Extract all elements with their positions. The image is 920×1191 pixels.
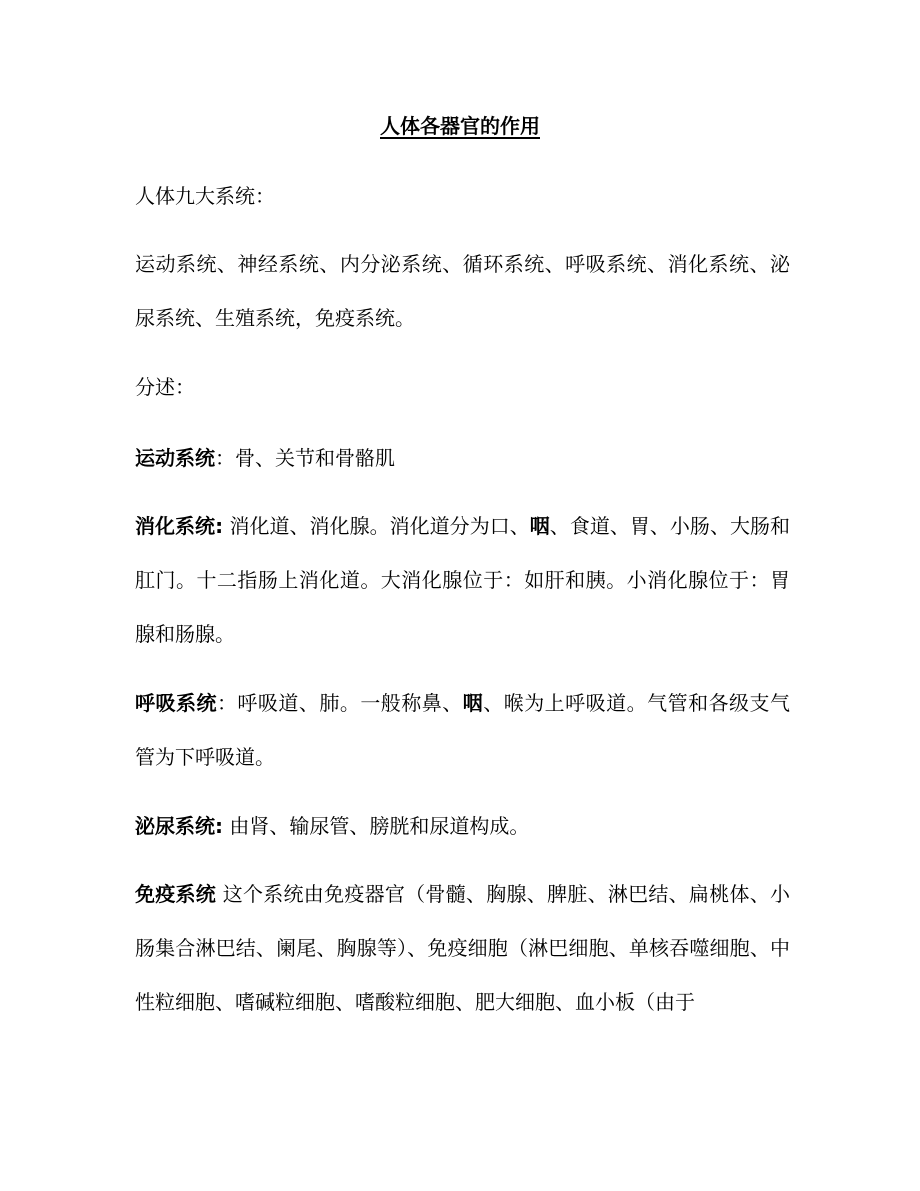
urinary-system-term: 泌尿系统: [135, 814, 223, 838]
respiratory-system-text-1: ：呼吸道、肺。一般称鼻、 [216, 691, 463, 715]
motor-system-term: 运动系统 [135, 446, 215, 470]
respiratory-system-bold-word: 咽 [462, 691, 484, 715]
respiratory-system-text-2: 、喉为上呼吸道。气管和各级支气管为下呼吸道。 [135, 691, 791, 769]
digestive-system-bold-word: 咽 [529, 514, 550, 538]
digestive-system-term: 消化系统: [135, 514, 224, 538]
systems-list-paragraph: 运动系统、神经系统、内分泌系统、循环系统、呼吸系统、消化系统、泌尿系统、生殖系统，免疫系统。 [135, 252, 790, 330]
digestive-system-text-2: 、食道、胃、小肠、大肠和肛门。十二指肠上消化道。大消化腺位于：如肝和胰。小消化腺位于：胃腺和肠腺。 [135, 514, 791, 646]
subheading: 分述： [135, 375, 195, 399]
respiratory-system-paragraph [135, 676, 790, 784]
digestive-system-text-1: 消化道、消化腺。消化道分为口、 [223, 514, 530, 538]
document-title: 人体各器官的作用 [380, 114, 540, 138]
urinary-system-text: 由肾、输尿管、膀胱和尿道构成。 [223, 814, 530, 838]
immune-system-text: 这个系统由免疫器官（骨髓、胸腺、脾脏、淋巴结、扁桃体、小肠集合淋巴结、阑尾、胸腺等）、免疫细胞（淋巴细胞、单核吞噬细胞、中性粒细胞、嗜碱粒细胞、嗜酸粒细胞、肥大细胞、血小板（由于 [135, 882, 791, 1014]
urinary-system-paragraph [135, 799, 790, 853]
digestive-system-paragraph [135, 499, 790, 661]
intro-line: 人体九大系统： [135, 184, 275, 208]
motor-system-text: ：骨、关节和骨骼肌 [215, 446, 395, 470]
immune-system-paragraph [135, 867, 790, 1029]
respiratory-system-term: 呼吸系统 [135, 691, 217, 715]
motor-system-paragraph [135, 431, 790, 485]
immune-system-term: 免疫系统 [135, 882, 217, 906]
